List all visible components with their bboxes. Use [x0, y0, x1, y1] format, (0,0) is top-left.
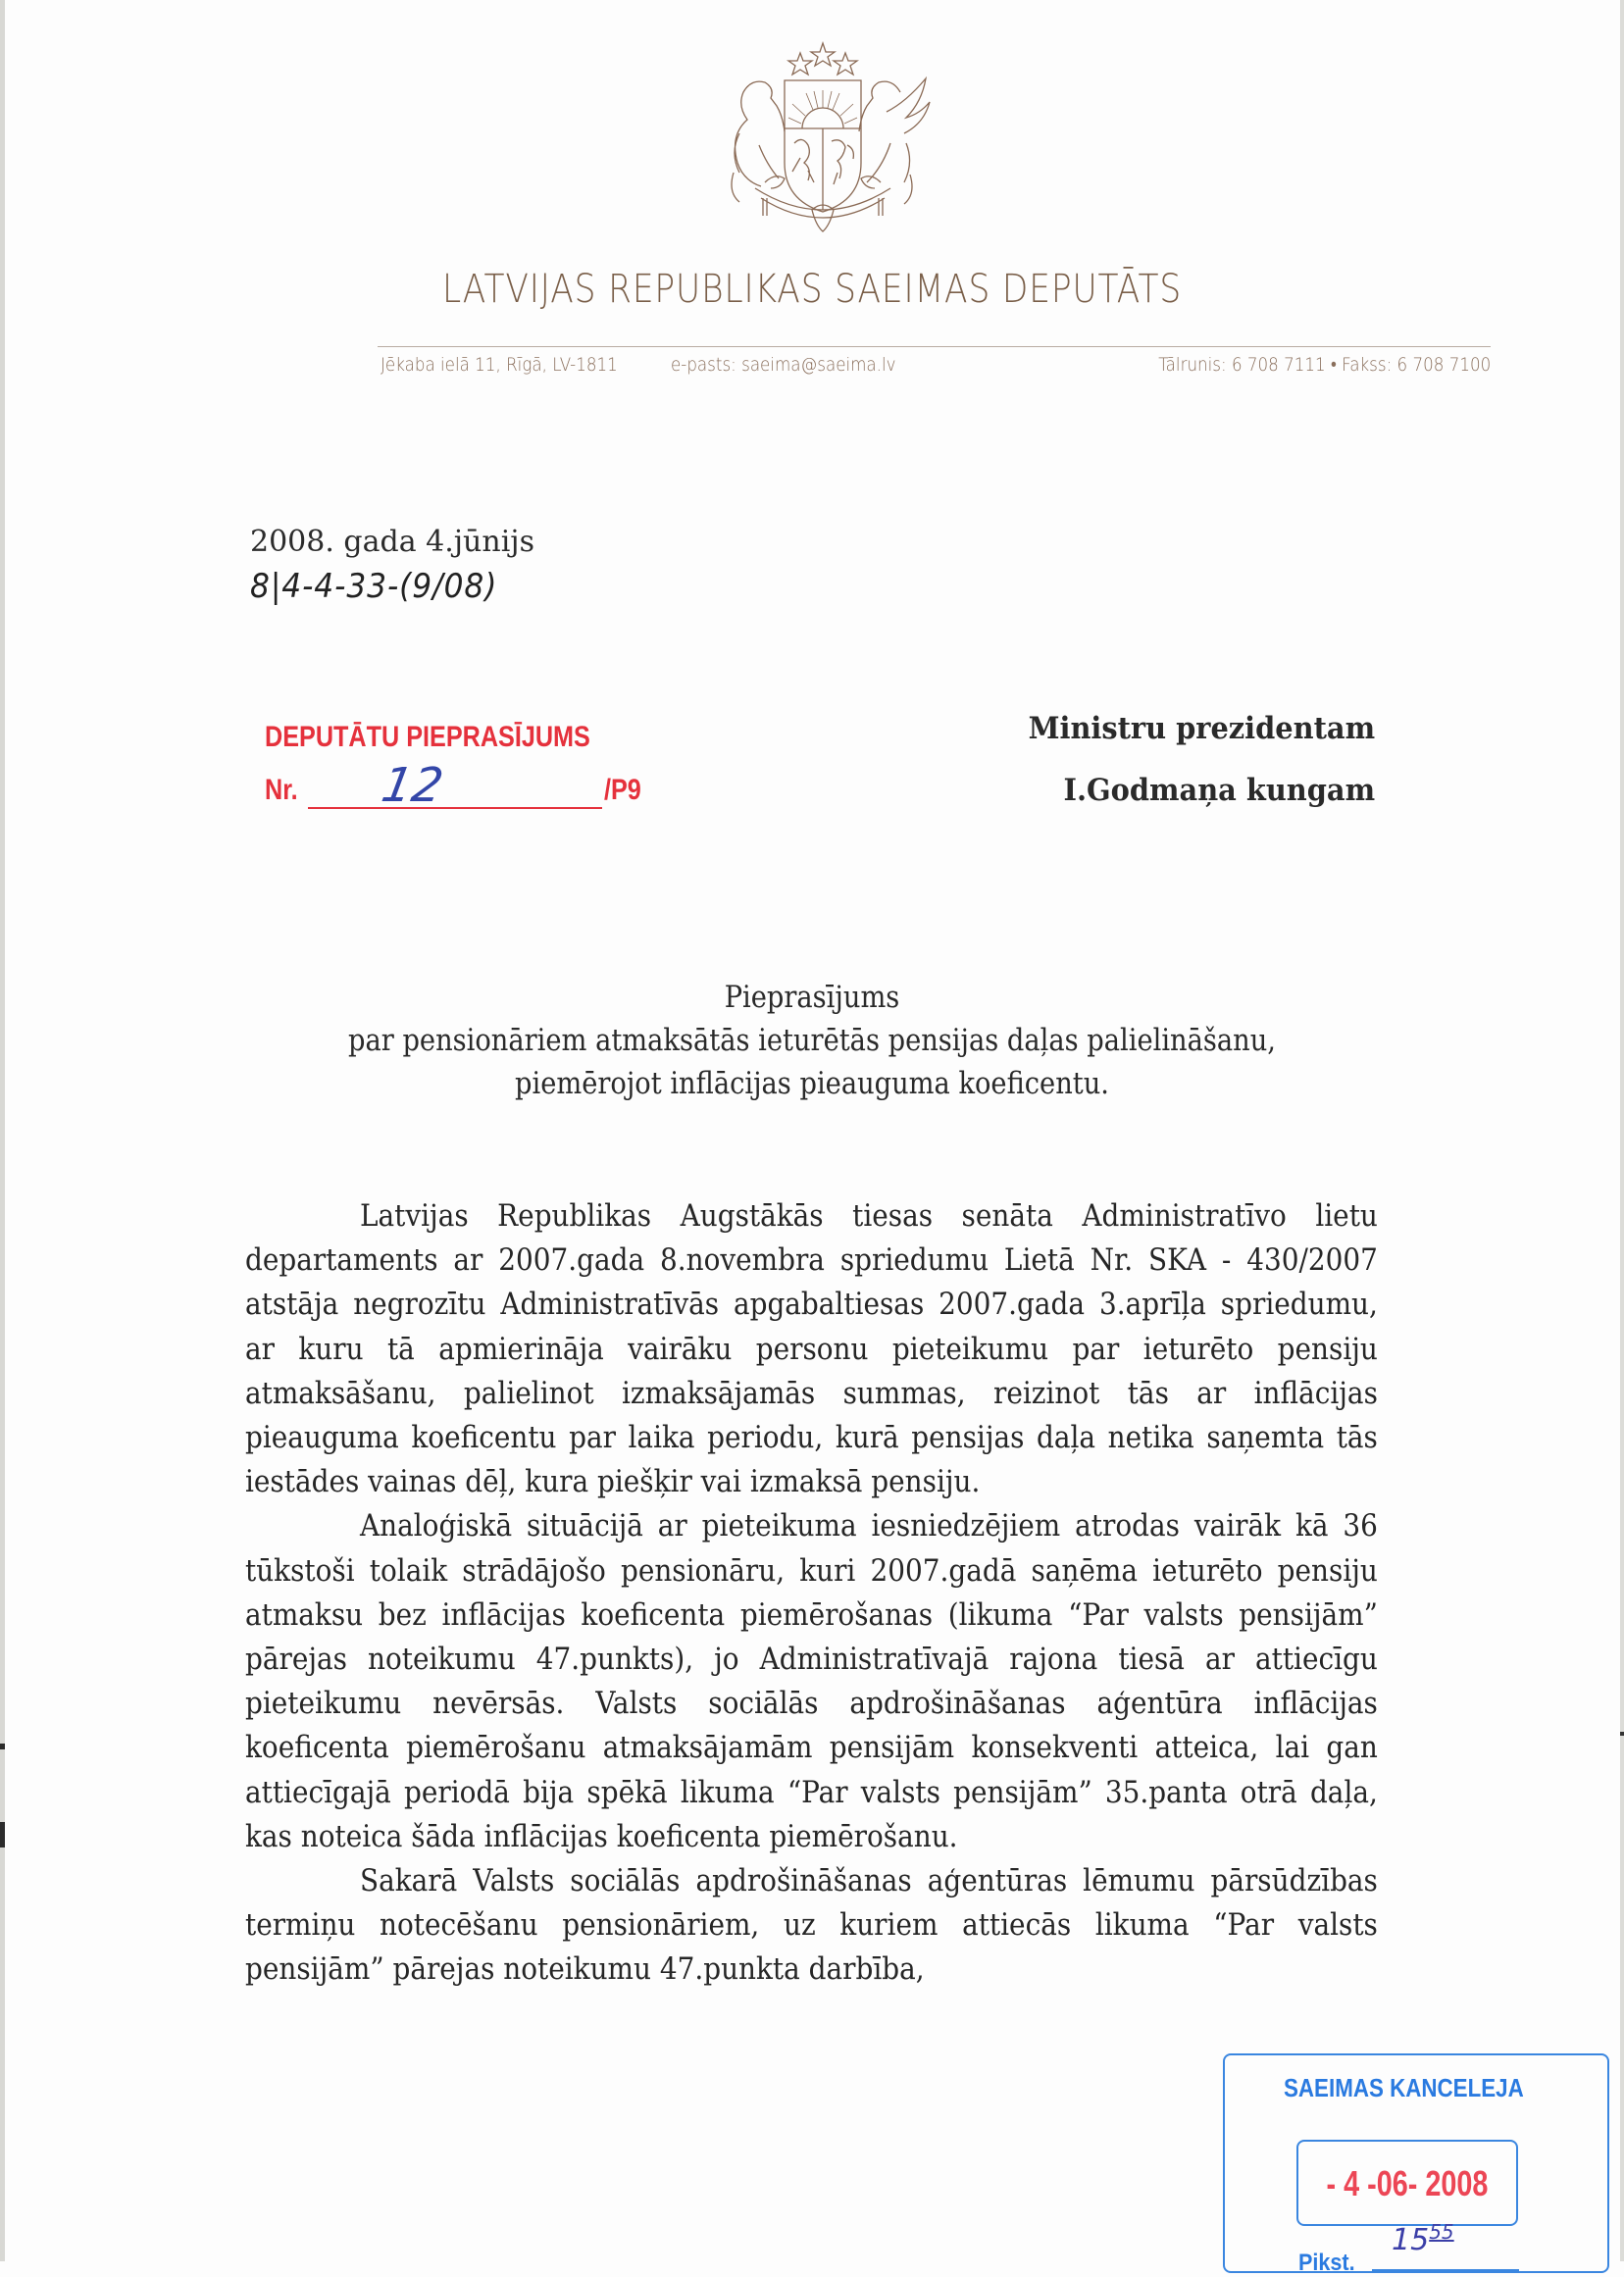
scan-mark — [1620, 1732, 1624, 1736]
request-number-stamp — [265, 721, 652, 811]
body-paragraph: Sakarā Valsts sociālās apdrošināšanas aģentūras lēmumu pārsūdzības termiņu notecēšanu pensionāriem, uz kuriem attiecās likuma “Par valsts pensijām” pārejas noteikumu 47.punkta darbība, — [245, 1863, 1378, 1988]
heading-title: Pieprasījums — [724, 980, 900, 1015]
contact-address: Jēkaba ielā 11, Rīgā, LV-1811 — [381, 354, 618, 376]
heading-subject-line-1: par pensionāriem atmaksātās ieturētās pensijas daļas palielināšanu, — [348, 1023, 1276, 1058]
addressee-block — [1002, 711, 1375, 835]
addressee-title: Ministru prezidentam — [1028, 711, 1375, 746]
body-paragraph: Latvijas Republikas Augstākās tiesas senāta Administratīvo lietu departaments ar 2007.gada 8.novembra spriedumu Lietā Nr. SKA - 430/2007 atstāja negrozītu Administratīvās apgabaltiesas 2007.gada 3.aprīļa spriedumu, ar kuru tā apmierināja vairāku personu pieteikumu par ieturēto pensiju atmaksāšanu, palielinot izmaksājamās summas, reizinot tās ar inflācijas pieauguma koeficentu par laika periodu, kurā pensijas daļa netika saņemta tās iestādes vainas dēļ, kura piešķir vai izmaksā pensiju. — [245, 1198, 1378, 1500]
contact-email: e-pasts: saeima@saeima.lv — [671, 354, 896, 376]
receipt-date: - 4 -06- 2008 — [1326, 2163, 1489, 2203]
request-number-label: Nr. — [265, 774, 298, 806]
request-stamp-title: DEPUTĀTU PIEPRASĪJUMS — [265, 721, 590, 753]
receipt-time-hours: 15 — [1392, 2223, 1430, 2257]
letterhead-title: LATVIJAS REPUBLIKAS SAEIMAS DEPUTĀTS — [441, 267, 1183, 312]
document-heading — [0, 976, 1624, 1105]
receipt-time-underline — [1372, 2269, 1519, 2271]
receipt-time-label: Pikst. — [1298, 2250, 1355, 2276]
receipt-date-box — [1296, 2140, 1518, 2226]
scan-edge-right — [1620, 0, 1624, 2261]
letterhead-contacts — [381, 354, 1491, 381]
scan-mark — [0, 1822, 5, 1847]
receipt-stamp — [1223, 2053, 1609, 2276]
receipt-stamp-office: SAEIMAS KANCELEJA — [1284, 2073, 1524, 2102]
request-number-suffix: /P9 — [604, 774, 641, 806]
receipt-time-handwritten — [1392, 2220, 1454, 2257]
request-number-underline — [308, 807, 602, 809]
addressee-name: I.Godmaņa kungam — [1063, 773, 1375, 808]
latvia-coat-of-arms-icon — [704, 35, 941, 239]
body-paragraph: Analoģiskā situācijā ar pieteikuma iesniedzējiem atrodas vairāk kā 36 tūkstoši tolaik strādājošo pensionāru, kuri 2007.gadā saņēma ieturēto pensiju atmaksu bez inflācijas koeficenta piemērošanas (likuma “Par valsts pensijām” pārejas noteikumu 47.punkts), jo Administratīvajā rajona tiesā ar attiecīgu pieteikumu nevērsās. Valsts sociālās apdrošināšanas aģentūra inflācijas koeficenta piemērošanu atmaksājamām pensijām konsekventi atteica, lai gan attiecīgajā periodā bija spēkā likuma “Par valsts pensijām” 35.panta otrā daļa, kas noteica šāda inflācijas koeficenta piemērošanu. — [245, 1508, 1378, 1854]
scan-edge-left — [0, 0, 5, 2261]
scan-mark — [0, 1744, 5, 1749]
handwritten-reference-number: 8|4-4-33-(9/08) — [250, 567, 498, 606]
document-body — [245, 1194, 1378, 1993]
request-number-row — [265, 758, 652, 813]
contact-phone-fax: Tālrunis: 6 708 7111 • Fakss: 6 708 7100 — [1157, 354, 1491, 376]
heading-subject-line-2: piemērojot inflācijas pieauguma koeficentu. — [515, 1066, 1109, 1101]
document-date: 2008. gada 4.jūnijs — [250, 525, 534, 559]
letterhead-divider — [378, 346, 1491, 347]
request-number-handwritten: 12 — [378, 758, 448, 813]
receipt-time-minutes: 55 — [1429, 2220, 1454, 2244]
